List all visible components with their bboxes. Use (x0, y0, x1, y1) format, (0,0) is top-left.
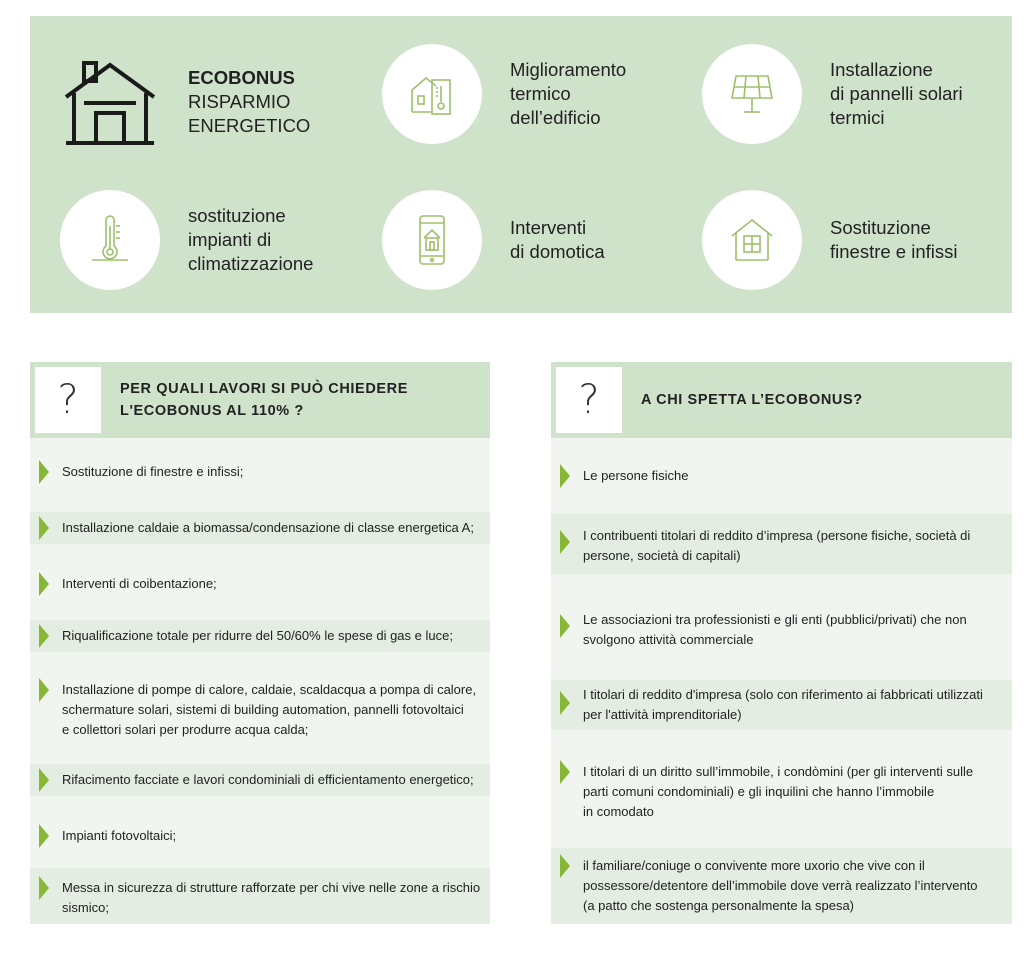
question-mark-icon: ? (35, 367, 101, 433)
list-item: Interventi di coibentazione; (30, 564, 490, 604)
eligibility-panel-header (551, 362, 1012, 438)
bullet-arrow-icon (39, 624, 49, 648)
bullet-arrow-icon (39, 876, 49, 900)
feature-thermal-improvement (382, 44, 626, 144)
list-item: Installazione caldaie a biomassa/condensazione di classe energetica A; (30, 512, 490, 544)
bullet-arrow-icon (39, 824, 49, 848)
features-panel (30, 16, 1012, 313)
bullet-arrow-icon (39, 460, 49, 484)
question-mark-icon: ? (556, 367, 622, 433)
bullet-arrow-icon (39, 768, 49, 792)
feature-domotics-circle (382, 190, 482, 290)
list-item: Riqualificazione totale per ridurre del 50/60% le spese di gas e luce; (30, 620, 490, 652)
building-thermometer-icon (402, 64, 462, 124)
feature-windows (702, 190, 958, 290)
bullet-arrow-icon (560, 854, 570, 878)
bullet-arrow-icon (560, 691, 570, 715)
eligibility-panel-title: A CHI SPETTA L’ECOBONUS? (641, 392, 863, 408)
feature-ecobonus-title: ECOBONUS (188, 67, 295, 88)
house-window-icon (722, 210, 782, 270)
list-item: Sostituzione di finestre e infissi; (30, 452, 490, 492)
solar-panel-icon (722, 64, 782, 124)
feature-solar-text: Installazione di pannelli solari termici (830, 59, 963, 128)
feature-windows-text: Sostituzione finestre e infissi (830, 217, 958, 262)
bullet-arrow-icon (39, 572, 49, 596)
list-item: I titolari di un diritto sull’immobile, i condòmini (per gli interventi sulle parti comuni condominiali) e gli inquilini che hanno l’immobile in comodato (551, 752, 1012, 832)
bullet-arrow-icon (39, 678, 49, 702)
feature-thermal-text: Miglioramento termico dell’edificio (510, 59, 627, 128)
feature-ecobonus (60, 52, 310, 152)
house-icon (60, 52, 160, 152)
bullet-arrow-icon (560, 464, 570, 488)
list-item: Impianti fotovoltaici; (30, 816, 490, 856)
works-panel (30, 362, 490, 924)
bullet-arrow-icon (560, 760, 570, 784)
feature-climate-text: sostituzione impianti di climatizzazione (188, 205, 314, 274)
list-item: Installazione di pompe di calore, caldaie, scaldacqua a pompa di calore, schermature solari, sistemi di building automation, pannelli fotovoltaici e collettori solari per produrre acqua calda; (30, 674, 490, 748)
bullet-arrow-icon (39, 516, 49, 540)
smartphone-home-icon (402, 210, 462, 270)
feature-domotics-text: Interventi di domotica (510, 217, 605, 262)
feature-solar-panels (702, 44, 963, 144)
feature-ecobonus-text: ECOBONUS RISPARMIO ENERGETICO (188, 67, 311, 136)
bullet-arrow-icon (560, 530, 570, 554)
thermometer-icon (80, 210, 140, 270)
list-item: Le persone fisiche (551, 454, 1012, 498)
feature-solar-circle (702, 44, 802, 144)
list-item: Le associazioni tra professionisti e gli enti (pubblici/privati) che non svolgono attività commerciale (551, 598, 1012, 658)
eligibility-panel (551, 362, 1012, 924)
list-item: Messa in sicurezza di strutture rafforzate per chi vive nelle zone a rischio sismico; (30, 868, 490, 924)
feature-climate-circle (60, 190, 160, 290)
list-item: I titolari di reddito d'impresa (solo con riferimento ai fabbricati utilizzati per l'attività imprenditoriale) (551, 680, 1012, 730)
bullet-arrow-icon (560, 614, 570, 638)
feature-windows-circle (702, 190, 802, 290)
feature-thermal-circle (382, 44, 482, 144)
list-item: I contribuenti titolari di reddito d’impresa (persone fisiche, società di persone, società di capitali) (551, 514, 1012, 574)
feature-domotics (382, 190, 605, 290)
feature-climate (60, 190, 313, 290)
works-panel-header (30, 362, 490, 438)
list-item: Rifacimento facciate e lavori condominiali di efficientamento energetico; (30, 764, 490, 796)
list-item: il familiare/coniuge o convivente more uxorio che vive con il possessore/detentore dell’immobile dove verrà realizzato l’intervento (a patto che sostenga personalmente la spesa) (551, 848, 1012, 924)
works-panel-title: PER QUALI LAVORI SI PUÒ CHIEDERE L'ECOBONUS AL 110% ? (120, 381, 409, 419)
